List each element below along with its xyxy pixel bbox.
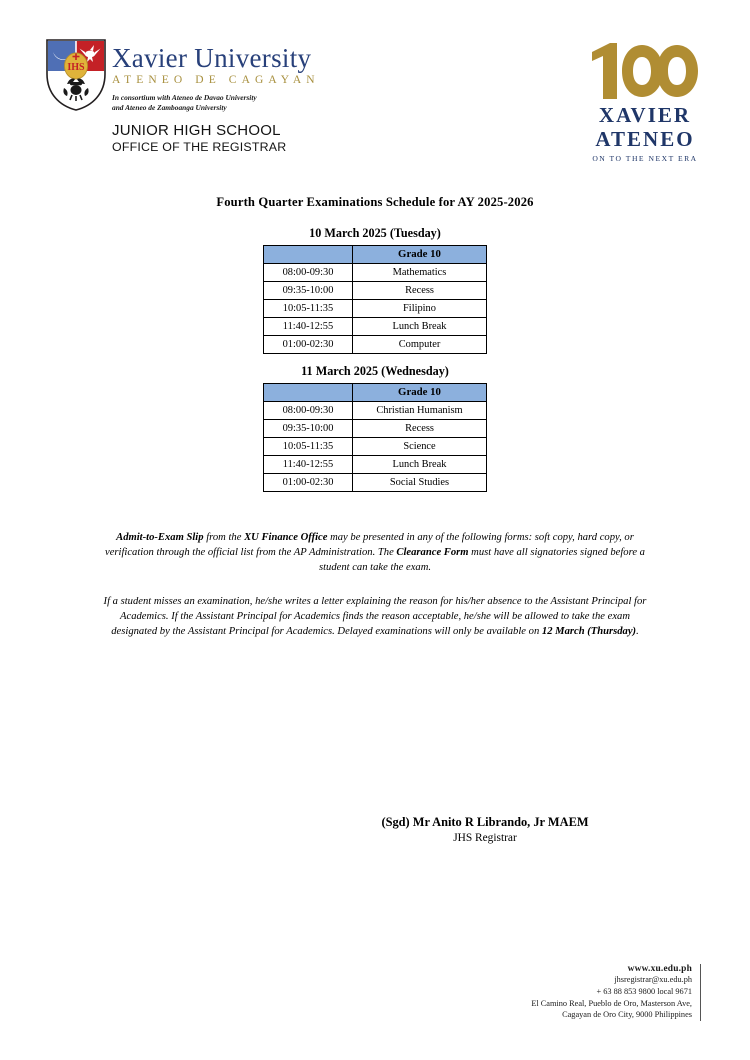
schedule-block-day-1 <box>0 226 750 354</box>
note-text: may be presented in any of the following forms: soft copy, hard copy, or verification through the official list from the AP Administration. The <box>105 531 634 558</box>
table-row <box>264 300 487 318</box>
table-row <box>264 456 487 474</box>
cell-time: 08:00-09:30 <box>264 264 353 282</box>
page-title: Fourth Quarter Examinations Schedule for AY 2025-2026 <box>216 195 534 209</box>
cell-time: 09:35-10:00 <box>264 420 353 438</box>
note-text: must have all signatories signed before a student can take the exam. <box>318 546 645 574</box>
schedule-block-day-2 <box>0 364 750 492</box>
footer-email[interactable]: jhsregistrar@xu.edu.ph <box>614 975 692 984</box>
cell-subject: Lunch Break <box>353 456 487 474</box>
table-row <box>264 318 487 336</box>
cell-subject: Christian Humanism <box>353 402 487 420</box>
consortium-note <box>112 93 412 113</box>
note-text: from the <box>203 531 245 543</box>
table-row <box>264 438 487 456</box>
cell-time: 01:00-02:30 <box>264 474 353 492</box>
signatory-name: (Sgd) Mr Anito R Librando, Jr MAEM <box>381 815 589 829</box>
table-header-row <box>264 384 487 402</box>
cell-time: 09:35-10:00 <box>264 282 353 300</box>
centennial-name-line-1: XAVIER <box>598 103 692 127</box>
university-crest-icon <box>45 38 107 112</box>
header-cell-grade: Grade 10 <box>353 246 487 264</box>
header-cell-grade: Grade 10 <box>353 384 487 402</box>
signature-block <box>325 815 645 844</box>
schedule-date-day-1: 10 March 2025 (Tuesday) <box>309 226 441 240</box>
cell-time: 11:40-12:55 <box>264 318 353 336</box>
office-name: OFFICE OF THE REGISTRAR <box>112 139 287 154</box>
cell-subject: Filipino <box>353 300 487 318</box>
footer-website[interactable]: www.xu.edu.ph <box>627 964 692 974</box>
table-row <box>264 264 487 282</box>
cell-time: 08:00-09:30 <box>264 402 353 420</box>
schedule-table-day-2 <box>263 383 487 492</box>
cell-time: 10:05-11:35 <box>264 438 353 456</box>
schedule-date-day-2: 11 March 2025 (Wednesday) <box>301 364 449 378</box>
cell-subject: Mathematics <box>353 264 487 282</box>
cell-subject: Recess <box>353 282 487 300</box>
header-cell-time <box>264 246 353 264</box>
table-row <box>264 420 487 438</box>
note-term-delayed-exam-date: 12 March (Thursday) <box>541 626 637 638</box>
footer-phone: + 63 88 853 9800 local 9671 <box>596 986 692 996</box>
note-term-finance-office: XU Finance Office <box>244 531 328 543</box>
cell-subject: Computer <box>353 336 487 354</box>
cell-subject: Lunch Break <box>353 318 487 336</box>
cell-subject: Recess <box>353 420 487 438</box>
svg-text:IHS: IHS <box>67 62 85 73</box>
table-header-row <box>264 246 487 264</box>
brand-subtitle: ATENEO DE CAGAYAN <box>112 74 320 86</box>
note-text: . <box>636 626 639 638</box>
table-row <box>264 402 487 420</box>
page-footer <box>420 964 701 1021</box>
consortium-line-2: and Ateneo de Zamboanga University <box>112 102 227 112</box>
signatory-role: JHS Registrar <box>453 832 517 844</box>
school-unit: JUNIOR HIGH SCHOOL <box>112 121 281 139</box>
note-text: If a student misses an examination, he/she writes a letter explaining the reason for his/her absence to the Assistant Principal for Academics. If the Assistant Principal for Academics finds the reason acceptable, he/she will be allowed to take the exam designated by the Assistant Principal for Academics. Delayed examinations will only be available on <box>103 595 647 638</box>
cell-time: 11:40-12:55 <box>264 456 353 474</box>
cell-subject: Social Studies <box>353 474 487 492</box>
note-paragraph-missed-exam <box>100 594 650 640</box>
table-row <box>264 336 487 354</box>
centennial-tagline: ON TO THE NEXT ERA <box>592 153 698 163</box>
footer-address-line-1: El Camino Real, Pueblo de Oro, Masterson Ave, <box>531 998 692 1008</box>
note-term-admit-slip: Admit-to-Exam Slip <box>116 531 204 543</box>
centennial-100-infinity-icon <box>586 40 704 102</box>
header-cell-time <box>264 384 353 402</box>
centennial-logo <box>575 40 715 163</box>
footer-address-line-2: Cagayan de Oro City, 9000 Philippines <box>562 1010 692 1020</box>
cell-subject: Science <box>353 438 487 456</box>
cell-time: 10:05-11:35 <box>264 300 353 318</box>
page-header <box>0 0 750 175</box>
consortium-line-1: In consortium with Ateneo de Davao University <box>112 93 257 102</box>
centennial-name-line-2: ATENEO <box>595 127 695 152</box>
table-row <box>264 282 487 300</box>
cell-time: 01:00-02:30 <box>264 336 353 354</box>
note-term-clearance-form: Clearance Form <box>396 546 469 558</box>
table-row <box>264 474 487 492</box>
brand-name: Xavier University <box>112 43 312 73</box>
note-paragraph-admit-slip <box>100 530 650 576</box>
schedule-table-day-1 <box>263 245 487 354</box>
brand-block <box>112 45 412 154</box>
